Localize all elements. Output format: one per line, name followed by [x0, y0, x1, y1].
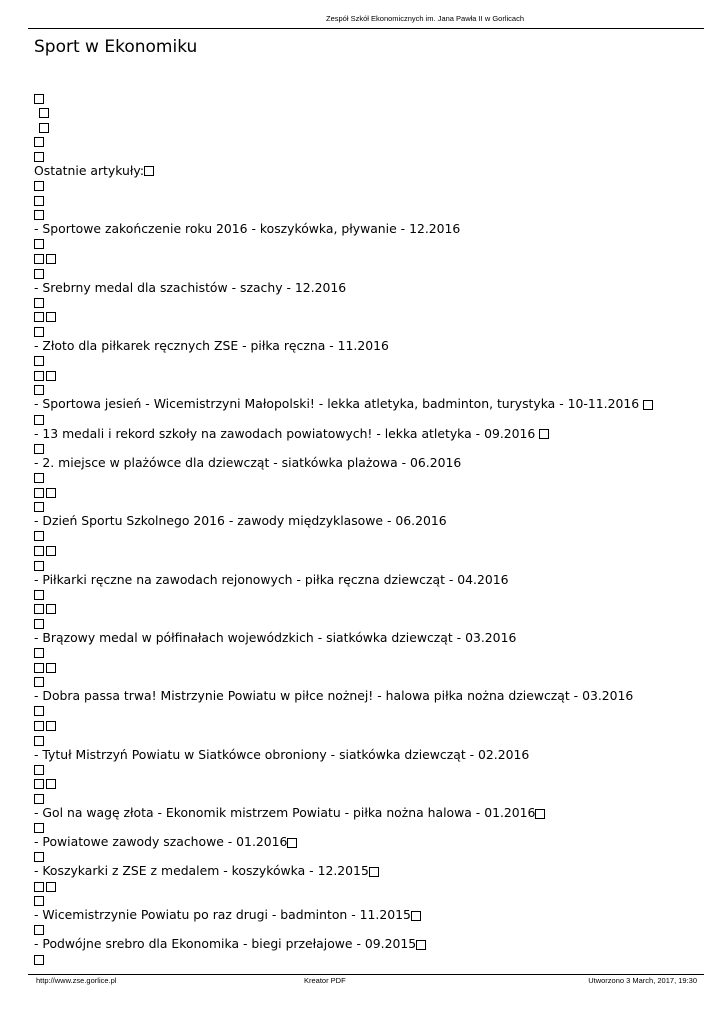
placeholder-line: [34, 470, 704, 485]
missing-glyph-icon: [34, 385, 44, 395]
missing-glyph-icon: [46, 254, 56, 264]
placeholder-line: [34, 660, 704, 675]
recent-articles-heading: [34, 164, 704, 179]
article-title[interactable]: - 13 medali i rekord szkoły na zawodach powiatowych! - lekka atletyka - 09.2016: [34, 425, 536, 441]
article-link[interactable]: [34, 573, 704, 588]
placeholder-line: [34, 733, 704, 748]
missing-glyph-icon: [34, 415, 44, 425]
school-name: Zespół Szkół Ekonomicznych im. Jana Pawła II w Gorlicach: [326, 14, 524, 23]
footer-generator: Kreator PDF: [304, 976, 346, 985]
page-header: [28, 14, 704, 23]
article-link[interactable]: [34, 281, 704, 296]
missing-glyph-icon: [34, 619, 44, 629]
article-list: [34, 91, 704, 967]
placeholder-line: [34, 777, 704, 792]
missing-glyph-icon: [144, 166, 154, 176]
missing-glyph-icon: [34, 823, 44, 833]
missing-glyph-icon: [46, 604, 56, 614]
article-title[interactable]: - Koszykarki z ZSE z medalem - koszykówka - 12.2015: [34, 863, 369, 879]
article-link[interactable]: [34, 806, 704, 821]
missing-glyph-icon: [34, 181, 44, 191]
missing-glyph-icon: [34, 473, 44, 483]
missing-glyph-icon: [34, 663, 44, 673]
article-link[interactable]: [34, 456, 704, 471]
article-title[interactable]: - Powiatowe zawody szachowe - 01.2016: [34, 834, 288, 850]
placeholder-line: [34, 135, 704, 150]
placeholder-line: [34, 149, 704, 164]
article-title[interactable]: - Dzień Sportu Szkolnego 2016 - zawody międzyklasowe - 06.2016: [34, 513, 447, 529]
missing-glyph-icon: [643, 400, 653, 410]
missing-glyph-icon: [34, 794, 44, 804]
article-link[interactable]: [34, 631, 704, 646]
missing-glyph-icon: [34, 531, 44, 541]
article-link[interactable]: [34, 339, 704, 354]
missing-glyph-icon: [34, 852, 44, 862]
recent-articles-label: Ostatnie artykuły:: [34, 162, 145, 178]
missing-glyph-icon: [34, 254, 44, 264]
article-title[interactable]: - Piłkarki ręczne na zawodach rejonowych - piłka ręczna dziewcząt - 04.2016: [34, 571, 509, 587]
article-link[interactable]: [34, 835, 704, 850]
missing-glyph-icon: [34, 590, 44, 600]
article-link[interactable]: [34, 937, 704, 952]
placeholder-line: [34, 295, 704, 310]
missing-glyph-icon: [34, 502, 44, 512]
missing-glyph-icon: [39, 123, 49, 133]
missing-glyph-icon: [34, 677, 44, 687]
missing-glyph-icon: [34, 137, 44, 147]
placeholder-line: [34, 91, 704, 106]
missing-glyph-icon: [34, 94, 44, 104]
article-title[interactable]: - Złoto dla piłkarek ręcznych ZSE - piłka ręczna - 11.2016: [34, 338, 389, 354]
article-title[interactable]: - Brązowy medal w półfinałach wojewódzkich - siatkówka dziewcząt - 03.2016: [34, 629, 517, 645]
placeholder-line: [34, 952, 704, 967]
missing-glyph-icon: [34, 546, 44, 556]
article-link[interactable]: [34, 908, 704, 923]
article-link[interactable]: [34, 514, 704, 529]
placeholder-line: [34, 792, 704, 807]
placeholder-line: [34, 762, 704, 777]
missing-glyph-icon: [535, 809, 545, 819]
missing-glyph-icon: [46, 488, 56, 498]
placeholder-line: [34, 850, 704, 865]
footer-rule: [28, 974, 704, 975]
placeholder-line: [34, 354, 704, 369]
missing-glyph-icon: [416, 940, 426, 950]
placeholder-line: [34, 325, 704, 340]
missing-glyph-icon: [34, 779, 44, 789]
missing-glyph-icon: [46, 546, 56, 556]
placeholder-line: [34, 821, 704, 836]
placeholder-line: [34, 208, 704, 223]
missing-glyph-icon: [39, 108, 49, 118]
footer-url[interactable]: http://www.zse.gorlice.pl: [36, 976, 117, 985]
placeholder-line: [34, 179, 704, 194]
article-title[interactable]: - Wicemistrzynie Powiatu po raz drugi - badminton - 11.2015: [34, 907, 411, 923]
missing-glyph-icon: [34, 896, 44, 906]
placeholder-line: [34, 543, 704, 558]
missing-glyph-icon: [369, 867, 379, 877]
placeholder-line: [34, 587, 704, 602]
placeholder-line: [34, 894, 704, 909]
missing-glyph-icon: [34, 312, 44, 322]
missing-glyph-icon: [34, 604, 44, 614]
placeholder-line: [34, 252, 704, 267]
missing-glyph-icon: [34, 736, 44, 746]
placeholder-line: [34, 193, 704, 208]
placeholder-line: [34, 237, 704, 252]
missing-glyph-icon: [34, 152, 44, 162]
placeholder-line: [34, 923, 704, 938]
placeholder-line: [34, 529, 704, 544]
missing-glyph-icon: [34, 196, 44, 206]
missing-glyph-icon: [34, 925, 44, 935]
placeholder-line: [34, 500, 704, 515]
missing-glyph-icon: [46, 779, 56, 789]
article-link[interactable]: [34, 689, 704, 704]
missing-glyph-icon: [34, 371, 44, 381]
missing-glyph-icon: [34, 706, 44, 716]
missing-glyph-icon: [411, 911, 421, 921]
footer-created: Utworzono 3 March, 2017, 19:30: [588, 976, 697, 985]
placeholder-line: [34, 646, 704, 661]
article-title[interactable]: - Sportowa jesień - Wicemistrzyni Małopolski! - lekka atletyka, badminton, turystyka - 10-11.2016: [34, 396, 640, 412]
missing-glyph-icon: [34, 327, 44, 337]
missing-glyph-icon: [46, 721, 56, 731]
article-link[interactable]: [34, 222, 704, 237]
article-link[interactable]: [34, 397, 704, 412]
placeholder-line: [34, 558, 704, 573]
placeholder-line: [34, 719, 704, 734]
placeholder-line: [34, 879, 704, 894]
placeholder-line: [34, 616, 704, 631]
missing-glyph-icon: [46, 312, 56, 322]
article-title[interactable]: - Dobra passa trwa! Mistrzynie Powiatu w piłce nożnej! - halowa piłka nożna dziewcząt - 03.2016: [34, 688, 634, 704]
placeholder-line: [34, 120, 704, 135]
missing-glyph-icon: [34, 356, 44, 366]
missing-glyph-icon: [287, 838, 297, 848]
missing-glyph-icon: [46, 371, 56, 381]
placeholder-line: [34, 106, 704, 121]
missing-glyph-icon: [34, 444, 44, 454]
missing-glyph-icon: [34, 765, 44, 775]
article-title[interactable]: - Srebrny medal dla szachistów - szachy - 12.2016: [34, 279, 347, 295]
missing-glyph-icon: [539, 429, 549, 439]
missing-glyph-icon: [46, 882, 56, 892]
missing-glyph-icon: [34, 648, 44, 658]
missing-glyph-icon: [34, 298, 44, 308]
missing-glyph-icon: [34, 239, 44, 249]
missing-glyph-icon: [34, 955, 44, 965]
missing-glyph-icon: [34, 721, 44, 731]
missing-glyph-icon: [34, 488, 44, 498]
placeholder-line: [34, 602, 704, 617]
placeholder-line: [34, 368, 704, 383]
placeholder-line: [34, 485, 704, 500]
placeholder-line: [34, 441, 704, 456]
missing-glyph-icon: [46, 663, 56, 673]
placeholder-line: [34, 412, 704, 427]
placeholder-line: [34, 675, 704, 690]
missing-glyph-icon: [34, 561, 44, 571]
article-title[interactable]: - Tytuł Mistrzyń Powiatu w Siatkówce obroniony - siatkówka dziewcząt - 02.2016: [34, 746, 530, 762]
placeholder-line: [34, 310, 704, 325]
missing-glyph-icon: [34, 210, 44, 220]
placeholder-line: [34, 266, 704, 281]
article-title[interactable]: - Sportowe zakończenie roku 2016 - koszykówka, pływanie - 12.2016: [34, 221, 461, 237]
missing-glyph-icon: [34, 882, 44, 892]
article-title[interactable]: - Podwójne srebro dla Ekonomika - biegi przełajowe - 09.2015: [34, 936, 417, 952]
missing-glyph-icon: [34, 269, 44, 279]
article-title[interactable]: - Gol na wagę złota - Ekonomik mistrzem Powiatu - piłka nożna halowa - 01.2016: [34, 805, 536, 821]
article-link[interactable]: [34, 748, 704, 763]
placeholder-line: [34, 704, 704, 719]
header-rule: [28, 28, 704, 29]
article-link[interactable]: [34, 864, 704, 879]
page-title: Sport w Ekonomiku: [34, 37, 198, 57]
article-link[interactable]: [34, 427, 704, 442]
article-title[interactable]: - 2. miejsce w plażówce dla dziewcząt - siatkówka plażowa - 06.2016: [34, 454, 462, 470]
placeholder-line: [34, 383, 704, 398]
